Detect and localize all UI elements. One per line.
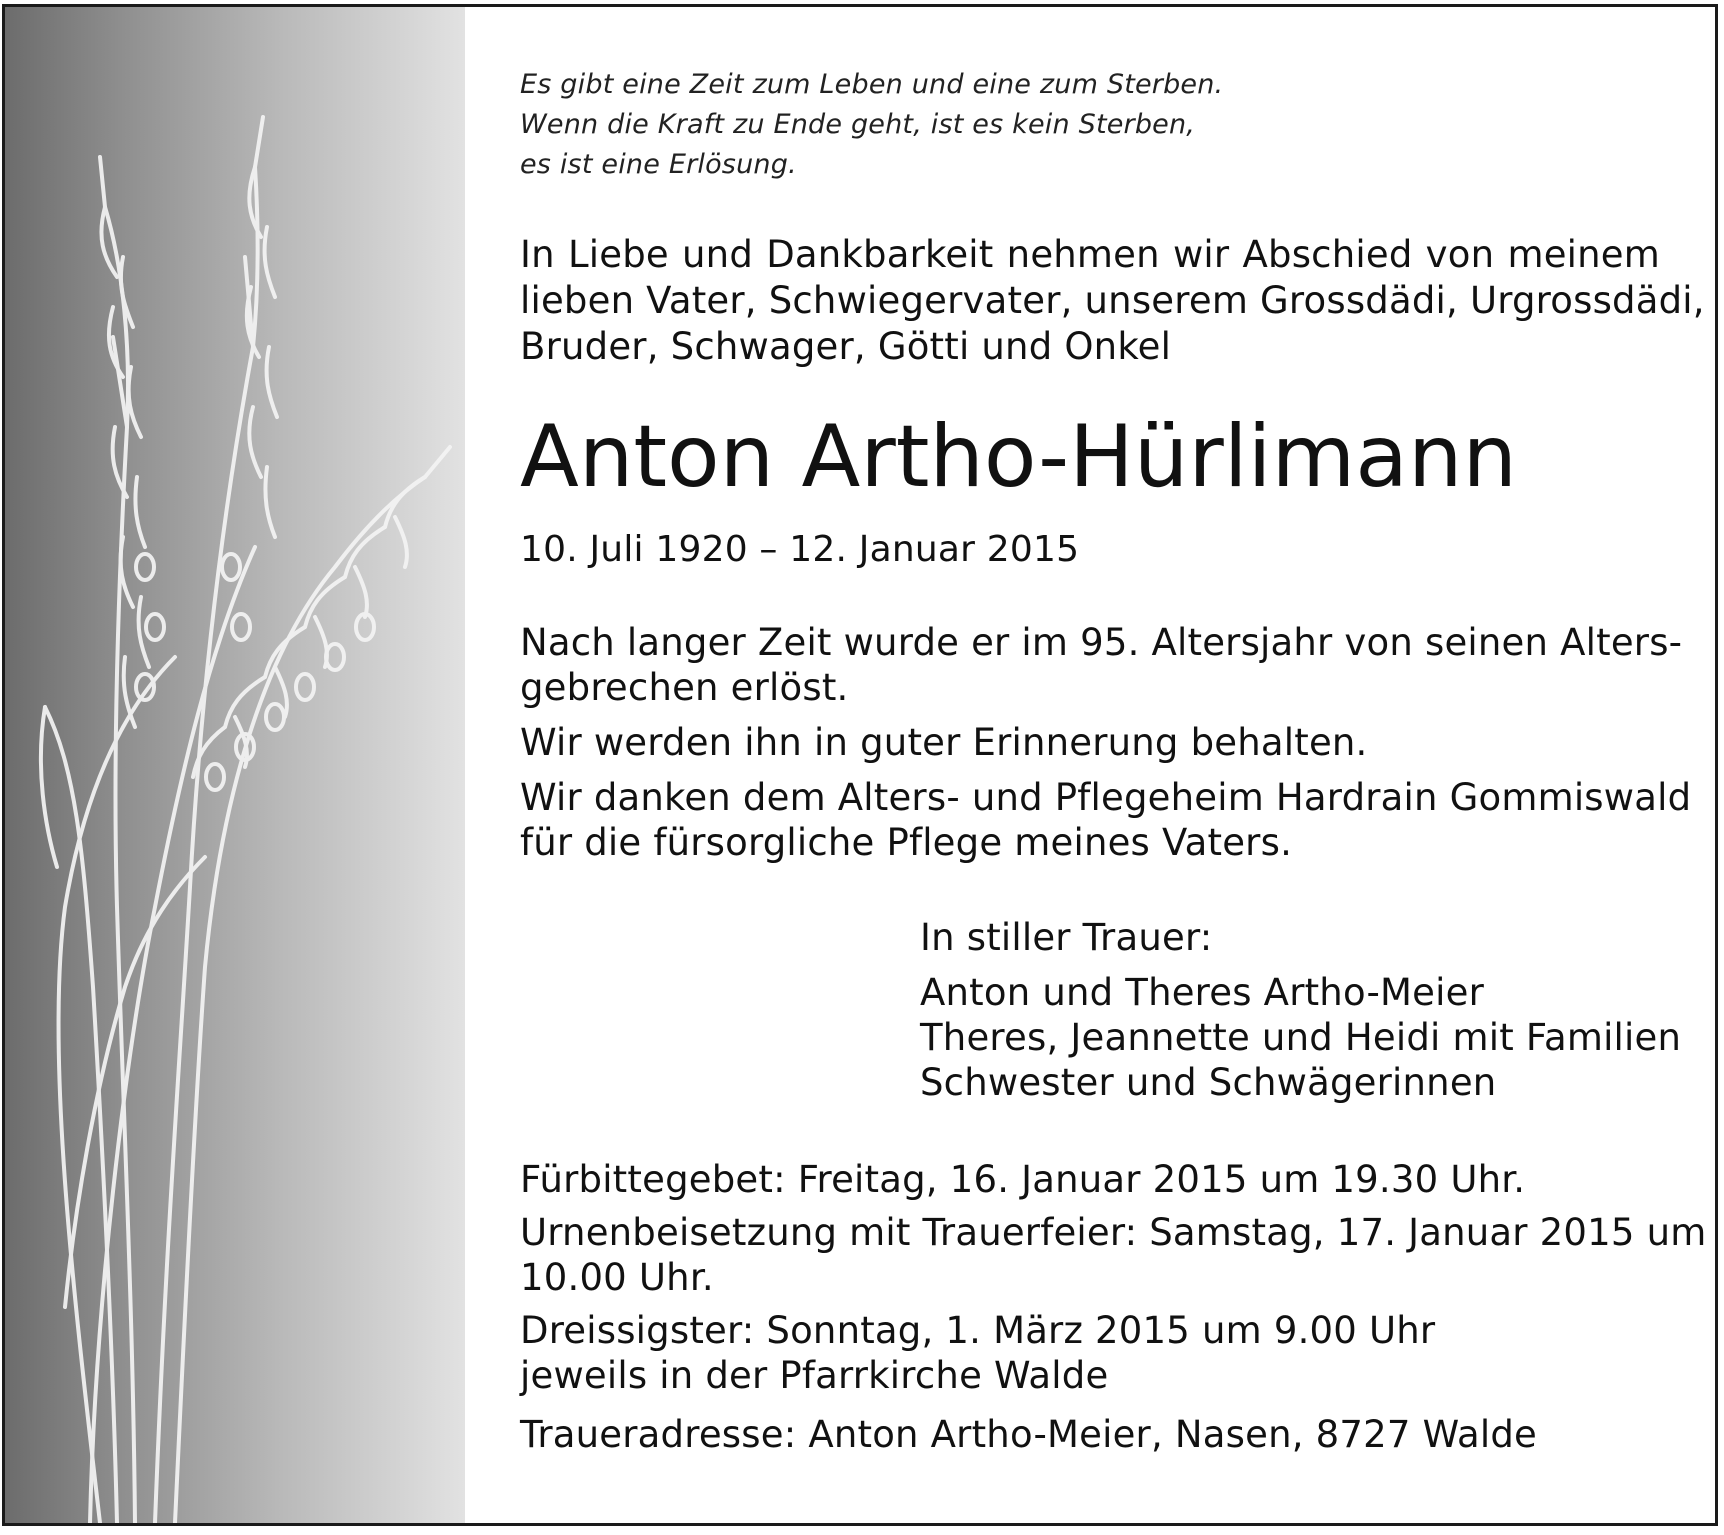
body-line: gebrechen erlöst.	[520, 666, 849, 709]
paragraph-thanks	[520, 775, 1692, 865]
mourner-name: Theres, Jeannette und Heidi mit Familien	[920, 1016, 1682, 1059]
prayer-service: Fürbittegebet: Freitag, 16. Januar 2015 um 19.30 Uhr.	[520, 1158, 1526, 1201]
paragraph-memory	[520, 720, 1660, 765]
notice-body	[520, 620, 1692, 875]
motto-quote	[520, 65, 1660, 185]
service-location: jeweils in der Pfarrkirche Walde	[520, 1354, 1109, 1397]
urn-burial-line: Urnenbeisetzung mit Trauerfeier: Samstag, 17. Januar 2015 um	[520, 1211, 1707, 1254]
obituary-notice	[2, 4, 1718, 1526]
body-line: Wir danken dem Alters- und Pflegeheim Hardrain Gommiswald	[520, 776, 1692, 819]
paragraph-passing	[520, 620, 1683, 710]
urn-burial	[520, 1210, 1707, 1300]
mourners-block	[920, 915, 1682, 1105]
wheat-ears-icon	[5, 7, 465, 1523]
mourning-address: Traueradresse: Anton Artho-Meier, Nasen, 8727 Walde	[520, 1413, 1537, 1456]
body-line: Wir werden ihn in guter Erinnerung behalten.	[520, 721, 1368, 764]
mourner-name: Anton und Theres Artho-Meier	[920, 971, 1484, 1014]
mourner-name: Schwester und Schwägerinnen	[920, 1061, 1497, 1104]
motto-line: Wenn die Kraft zu Ende geht, ist es kein Sterben,	[520, 109, 1196, 140]
intro-line: lieben Vater, Schwiegervater, unserem Grossdädi, Urgrossdädi,	[520, 279, 1705, 322]
life-dates: 10. Juli 1920 – 12. Januar 2015	[520, 529, 1080, 570]
intro-line: Bruder, Schwager, Götti und Onkel	[520, 325, 1172, 368]
urn-burial-line: 10.00 Uhr.	[520, 1256, 714, 1299]
motto-line: Es gibt eine Zeit zum Leben und eine zum Sterben.	[520, 69, 1224, 100]
mourners-heading: In stiller Trauer:	[920, 916, 1213, 959]
decorative-side-panel	[5, 7, 465, 1523]
body-line: für die fürsorgliche Pflege meines Vaters.	[520, 821, 1293, 864]
body-line: Nach langer Zeit wurde er im 95. Altersjahr von seinen Alters-	[520, 621, 1683, 664]
service-details	[520, 1157, 1707, 1465]
intro-text	[520, 232, 1705, 370]
deceased-name: Anton Artho-Hürlimann	[520, 407, 1517, 507]
thirtieth-day-mass: Dreissigster: Sonntag, 1. März 2015 um 9.00 Uhr	[520, 1309, 1436, 1352]
motto-line: es ist eine Erlösung.	[520, 149, 797, 180]
intro-line: In Liebe und Dankbarkeit nehmen wir Abschied von meinem	[520, 233, 1660, 276]
